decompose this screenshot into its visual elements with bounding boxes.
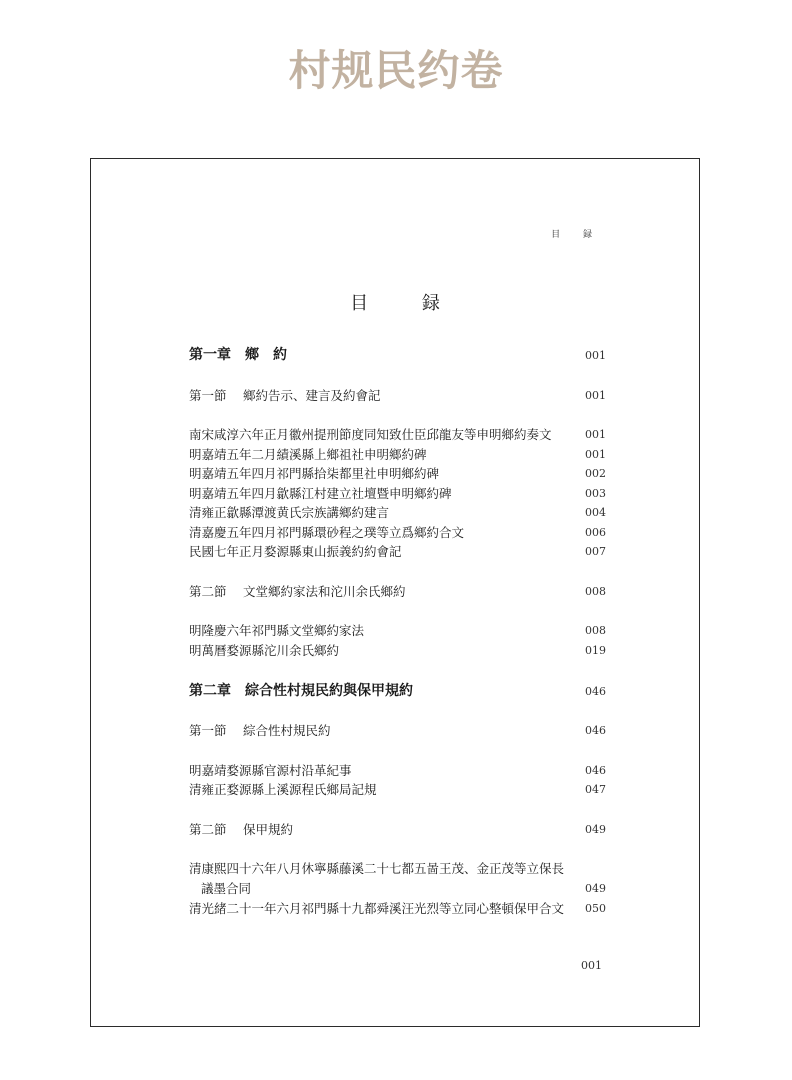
toc-page-number: 046 — [585, 685, 606, 698]
toc-section-title: 第二節 文堂鄉約家法和沱川余氏鄉約 — [189, 584, 406, 599]
toc-entry-continuation: 議墨合同 — [201, 881, 252, 896]
toc-page-number: 006 — [585, 526, 606, 539]
toc-page-number: 008 — [585, 585, 606, 598]
toc-entry: 清嘉慶五年四月祁門縣環砂程之璞等立爲鄉約合文 — [189, 525, 465, 540]
toc-chapter-title: 第二章 綜合性村規民約與保甲規約 — [189, 683, 413, 699]
toc-entry: 南宋咸淳六年正月徽州提刑節度同知致仕臣邱龍友等申明鄉約奏文 — [189, 427, 552, 442]
toc-page-number: 002 — [585, 467, 606, 480]
toc-page-number: 047 — [585, 783, 606, 796]
toc-page-number: 001 — [585, 428, 606, 441]
toc-page-number: 001 — [585, 349, 606, 362]
toc-entry: 明嘉靖五年四月歙縣江村建立社壇暨申明鄉約碑 — [189, 486, 452, 501]
toc-heading: 目 録 — [350, 293, 464, 314]
book-title: 村规民约卷 — [288, 46, 504, 95]
toc-entry: 明嘉靖五年四月祁門縣拾柒都里社申明鄉約碑 — [189, 466, 440, 481]
toc-page-number: 046 — [585, 764, 606, 777]
toc-page-number: 001 — [585, 448, 606, 461]
toc-page-number: 008 — [585, 624, 606, 637]
toc-chapter-title: 第一章 鄉 約 — [189, 347, 287, 363]
toc-entry: 明萬曆婺源縣沱川余氏鄉約 — [189, 643, 340, 658]
toc-page-number: 003 — [585, 487, 606, 500]
toc-section-title: 第一節 綜合性村規民約 — [189, 723, 331, 738]
footer-page-number: 001 — [581, 959, 602, 972]
toc-page-number: 004 — [585, 506, 606, 519]
toc-page-number: 049 — [585, 882, 606, 895]
toc-page-number: 049 — [585, 823, 606, 836]
toc-page-number: 019 — [585, 644, 606, 657]
toc-section-title: 第二節 保甲規約 — [189, 822, 293, 837]
toc-entry: 清康熙四十六年八月休寧縣藤溪二十七都五啚王茂、金正茂等立保長 — [189, 861, 565, 876]
toc-page-number: 050 — [585, 902, 606, 915]
running-head: 目 録 — [551, 230, 602, 240]
toc-page-number: 007 — [585, 545, 606, 558]
page-frame — [90, 158, 700, 1027]
toc-entry: 明嘉靖婺源縣官源村沿革紀事 — [189, 763, 352, 778]
toc-entry: 清雍正歙縣潭渡黄氏宗族講鄉約建言 — [189, 505, 390, 520]
toc-page-number: 046 — [585, 724, 606, 737]
toc-entry: 民國七年正月婺源縣東山振義約約會記 — [189, 544, 402, 559]
toc-entry: 清雍正婺源縣上溪源程氏鄉局記規 — [189, 782, 377, 797]
toc-entry: 清光緒二十一年六月祁門縣十九都舜溪汪光烈等立同心整頓保甲合文 — [189, 901, 565, 916]
toc-page-number: 001 — [585, 389, 606, 402]
toc-section-title: 第一節 鄉約告示、建言及約會記 — [189, 388, 381, 403]
toc-entry: 明隆慶六年祁門縣文堂鄉約家法 — [189, 623, 365, 638]
toc-entry: 明嘉靖五年二月績溪縣上鄉祖社申明鄉約碑 — [189, 447, 427, 462]
